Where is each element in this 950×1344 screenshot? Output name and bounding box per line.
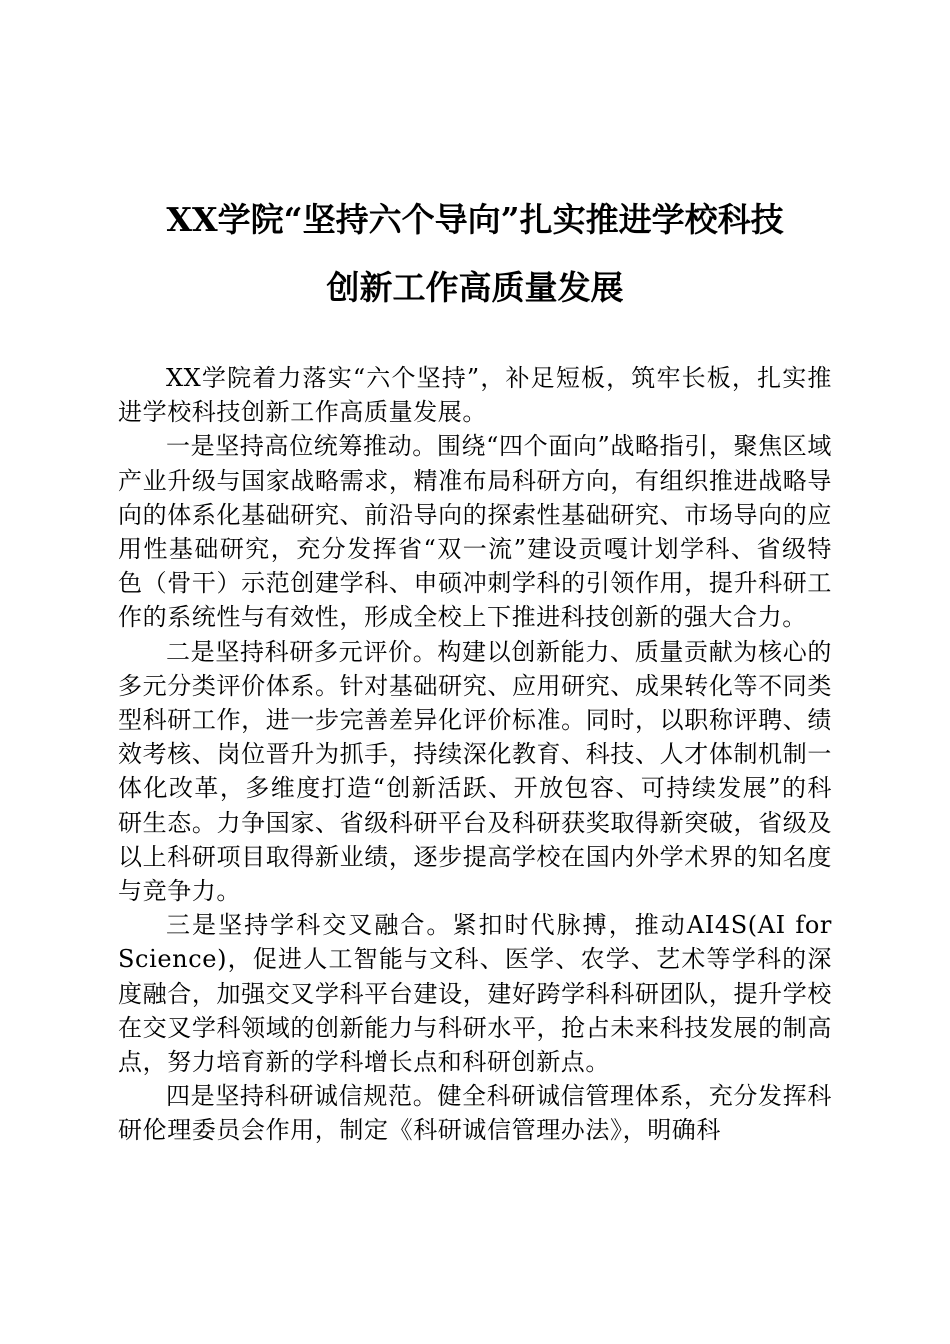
document-title-line-2: 创新工作高质量发展	[326, 268, 624, 307]
document-body	[118, 361, 832, 1148]
paragraph-intro: XX学院着力落实“六个坚持”，补足短板，筑牢长板，扎实推进学校科技创新工作高质量发展。	[118, 364, 832, 427]
document-title-line-1: XX学院“坚持六个导向”扎实推进学校科技	[166, 200, 784, 239]
paragraph-point-3: 三是坚持学科交叉融合。紧扣时代脉搏，推动AI4S(AI for Science)，促进人工智能与文科、医学、农学、艺术等学科的深度融合，加强交叉学科平台建设，建好跨学科科研团队，提升学校在交叉学科领域的创新能力与科研水平，抢占未来科技发展的制高点，努力培育新的学科增长点和科研创新点。	[118, 911, 832, 1077]
paragraph-point-2: 二是坚持科研多元评价。构建以创新能力、质量贡献为核心的多元分类评价体系。针对基础研究、应用研究、成果转化等不同类型科研工作，进一步完善差异化评价标准。同时，以职称评聘、绩效考核、岗位晋升为抓手，持续深化教育、科技、人才体制机制一体化改革，多维度打造“创新活跃、开放包容、可持续发展”的科研生态。力争国家、省级科研平台及科研获奖取得新突破，省级及以上科研项目取得新业绩，逐步提高学校在国内外学术界的知名度与竞争力。	[118, 637, 832, 906]
document-page	[118, 0, 832, 1344]
paragraph-point-1: 一是坚持高位统筹推动。围绕“四个面向”战略指引，聚焦区域产业升级与国家战略需求，精准布局科研方向，有组织推进战略导向的体系化基础研究、前沿导向的探索性基础研究、市场导向的应用性基础研究，充分发挥省“双一流”建设贡嘎计划学科、省级特色（骨干）示范创建学科、申硕冲刺学科的引领作用，提升科研工作的系统性与有效性，形成全校上下推进科技创新的强大合力。	[118, 432, 832, 632]
paragraph-point-4: 四是坚持科研诚信规范。健全科研诚信管理体系，充分发挥科研伦理委员会作用，制定《科研诚信管理办法》，明确科	[118, 1082, 832, 1145]
